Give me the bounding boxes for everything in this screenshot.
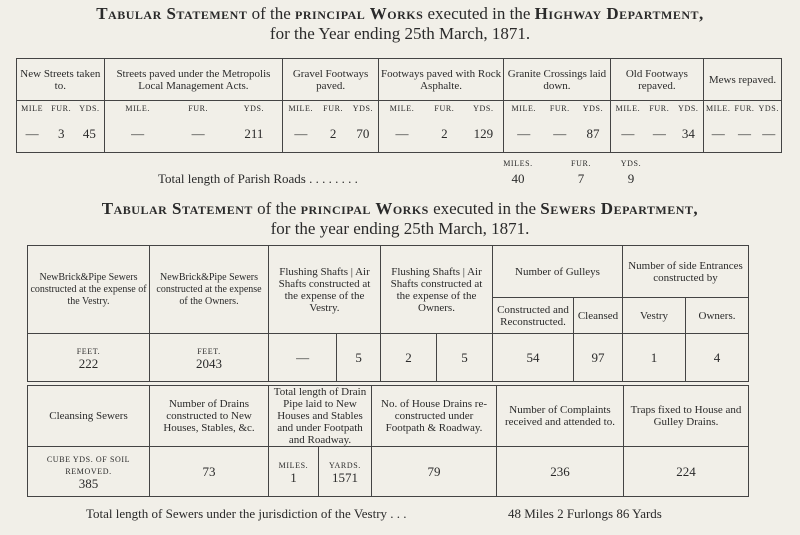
- header-entrances-vestry: Vestry: [623, 298, 686, 334]
- highway-value: —: [378, 117, 425, 153]
- header-gulleys-constructed: Constructed and Reconstructed.: [493, 298, 574, 334]
- parish-roads-label: Total length of Parish Roads . . . . . . . .: [158, 171, 358, 186]
- highway-unit: YDS.: [756, 101, 781, 117]
- highway-unit: FUR.: [323, 103, 344, 113]
- highway-unit: FUR.: [649, 103, 670, 113]
- value-drain-miles: MILES. 1: [269, 447, 319, 497]
- header-drain-pipe-length: Total length of Drain Pipe laid to New Houses and Stables and under Footpath and Roadway.: [269, 386, 372, 447]
- header-owners-sewers: NewBrick&Pipe Sewers constructed at the expense of the Owners.: [150, 246, 269, 334]
- highway-value: —: [504, 117, 544, 153]
- highway-value: 34: [674, 117, 704, 153]
- highway-unit: YDS.: [226, 101, 283, 117]
- highway-header-3: Footways paved with Rock Asphalte.: [378, 59, 503, 101]
- highway-value: —: [733, 117, 757, 153]
- highway-value: 45: [75, 117, 104, 153]
- header-vestry-sewers: NewBrick&Pipe Sewers constructed at the expense of the Vestry.: [28, 246, 150, 334]
- highway-value: —: [17, 117, 48, 153]
- highway-value: —: [543, 117, 576, 153]
- header-flushing-vestry: Flushing Shafts | Air Shafts constructed at the expense of the Vestry.: [269, 246, 381, 334]
- value-drains-new-houses: 73: [150, 447, 269, 497]
- highway-value: 70: [348, 117, 379, 153]
- highway-header-6: Mews repaved.: [703, 59, 781, 101]
- parish-yds: 9: [627, 171, 635, 186]
- highway-unit: MILE.: [703, 101, 732, 117]
- parish-unit-miles: MILES.: [503, 159, 533, 168]
- highway-unit: MILE.: [283, 101, 319, 117]
- sewers-works-table: [27, 245, 749, 382]
- header-entrances-owners: Owners.: [686, 298, 749, 334]
- parish-miles: 40: [511, 171, 525, 186]
- value-gulleys-constructed: 54: [493, 334, 574, 382]
- value-cleansing-sewers: CUBE YDS. OF SOIL REMOVED. 385: [28, 447, 150, 497]
- highway-unit: YDS.: [75, 101, 104, 117]
- parish-fur: 7: [577, 171, 585, 186]
- value-traps: 224: [624, 447, 749, 497]
- highway-header-1: Streets paved under the Metropolis Local Management Acts.: [104, 59, 283, 101]
- highway-value: 2: [318, 117, 347, 153]
- highway-unit: YDS.: [674, 101, 704, 117]
- highway-unit: MILE.: [610, 101, 645, 117]
- value-house-drains: 79: [372, 447, 497, 497]
- value-gulleys-cleansed: 97: [574, 334, 623, 382]
- sewers-title: Tabular Statement of the principal Works executed in the Sewers Department,: [101, 199, 699, 218]
- highway-table: [16, 58, 782, 153]
- sewers-subtitle: for the year ending 25th March, 1871.: [270, 219, 530, 238]
- sewers-cleansing-table: [27, 385, 749, 497]
- highway-unit: MILE: [17, 101, 48, 117]
- header-traps: Traps fixed to House and Gulley Drains.: [624, 386, 749, 447]
- value-entrances-vestry: 1: [623, 334, 686, 382]
- highway-value: 2: [425, 117, 464, 153]
- highway-header-4: Granite Crossings laid down.: [504, 59, 611, 101]
- header-drains-new-houses: Number of Drains constructed to New Houses, Stables, &c.: [150, 386, 269, 447]
- highway-value: —: [171, 117, 226, 153]
- value-drain-yards: YARDS. 1571: [318, 447, 371, 497]
- value-owners-sewers: FEET. 2043: [150, 334, 269, 382]
- header-entrances: Number of side Entrances constructed by: [623, 246, 749, 298]
- header-gulleys: Number of Gulleys: [493, 246, 623, 298]
- highway-subtitle: for the Year ending 25th March, 1871.: [269, 24, 531, 43]
- highway-value: —: [645, 117, 674, 153]
- highway-value: 3: [47, 117, 75, 153]
- highway-header-2: Gravel Footways paved.: [283, 59, 379, 101]
- highway-unit: FUR.: [51, 103, 72, 113]
- parish-unit-fur: FUR.: [571, 159, 591, 168]
- value-air-owners: 5: [436, 334, 492, 382]
- highway-value: —: [756, 117, 781, 153]
- sewers-total-value: 48 Miles 2 Furlongs 86 Yards: [508, 506, 662, 521]
- header-cleansing-sewers: Cleansing Sewers: [28, 386, 150, 447]
- highway-value: —: [104, 117, 171, 153]
- highway-unit: MILE.: [504, 101, 544, 117]
- header-gulleys-cleansed: Cleansed: [574, 298, 623, 334]
- value-complaints: 236: [497, 447, 624, 497]
- highway-title: Tabular Statement of the principal Works executed in the Highway Department,: [96, 4, 704, 23]
- value-flushing-owners: 2: [380, 334, 436, 382]
- highway-header-5: Old Footways repaved.: [610, 59, 703, 101]
- highway-unit: FUR.: [434, 103, 455, 113]
- value-entrances-owners: 4: [686, 334, 749, 382]
- value-vestry-sewers: FEET. 222: [28, 334, 150, 382]
- highway-unit: YDS.: [348, 101, 379, 117]
- parish-unit-yds: YDS.: [620, 159, 642, 168]
- highway-value: 87: [576, 117, 610, 153]
- header-flushing-owners: Flushing Shafts | Air Shafts constructed at the expense of the Owners.: [380, 246, 492, 334]
- highway-unit: FUR.: [734, 103, 755, 113]
- highway-unit: MILE.: [378, 101, 425, 117]
- highway-value: 211: [226, 117, 283, 153]
- highway-unit: FUR.: [188, 103, 209, 113]
- header-complaints: Number of Complaints received and attended to.: [497, 386, 624, 447]
- sewers-total-label: Total length of Sewers under the jurisdiction of the Vestry . . .: [86, 506, 407, 521]
- highway-value: 129: [464, 117, 504, 153]
- value-air-vestry: 5: [337, 334, 381, 382]
- header-house-drains: No. of House Drains re-constructed under Footpath & Roadway.: [372, 386, 497, 447]
- highway-unit: YDS.: [464, 101, 504, 117]
- highway-unit: YDS.: [576, 101, 610, 117]
- highway-unit: MILE.: [104, 101, 171, 117]
- highway-header-0: New Streets taken to.: [17, 59, 105, 101]
- highway-value: —: [283, 117, 319, 153]
- highway-value: —: [610, 117, 645, 153]
- highway-unit: FUR.: [549, 103, 570, 113]
- highway-value: —: [703, 117, 732, 153]
- value-flushing-vestry: —: [269, 334, 337, 382]
